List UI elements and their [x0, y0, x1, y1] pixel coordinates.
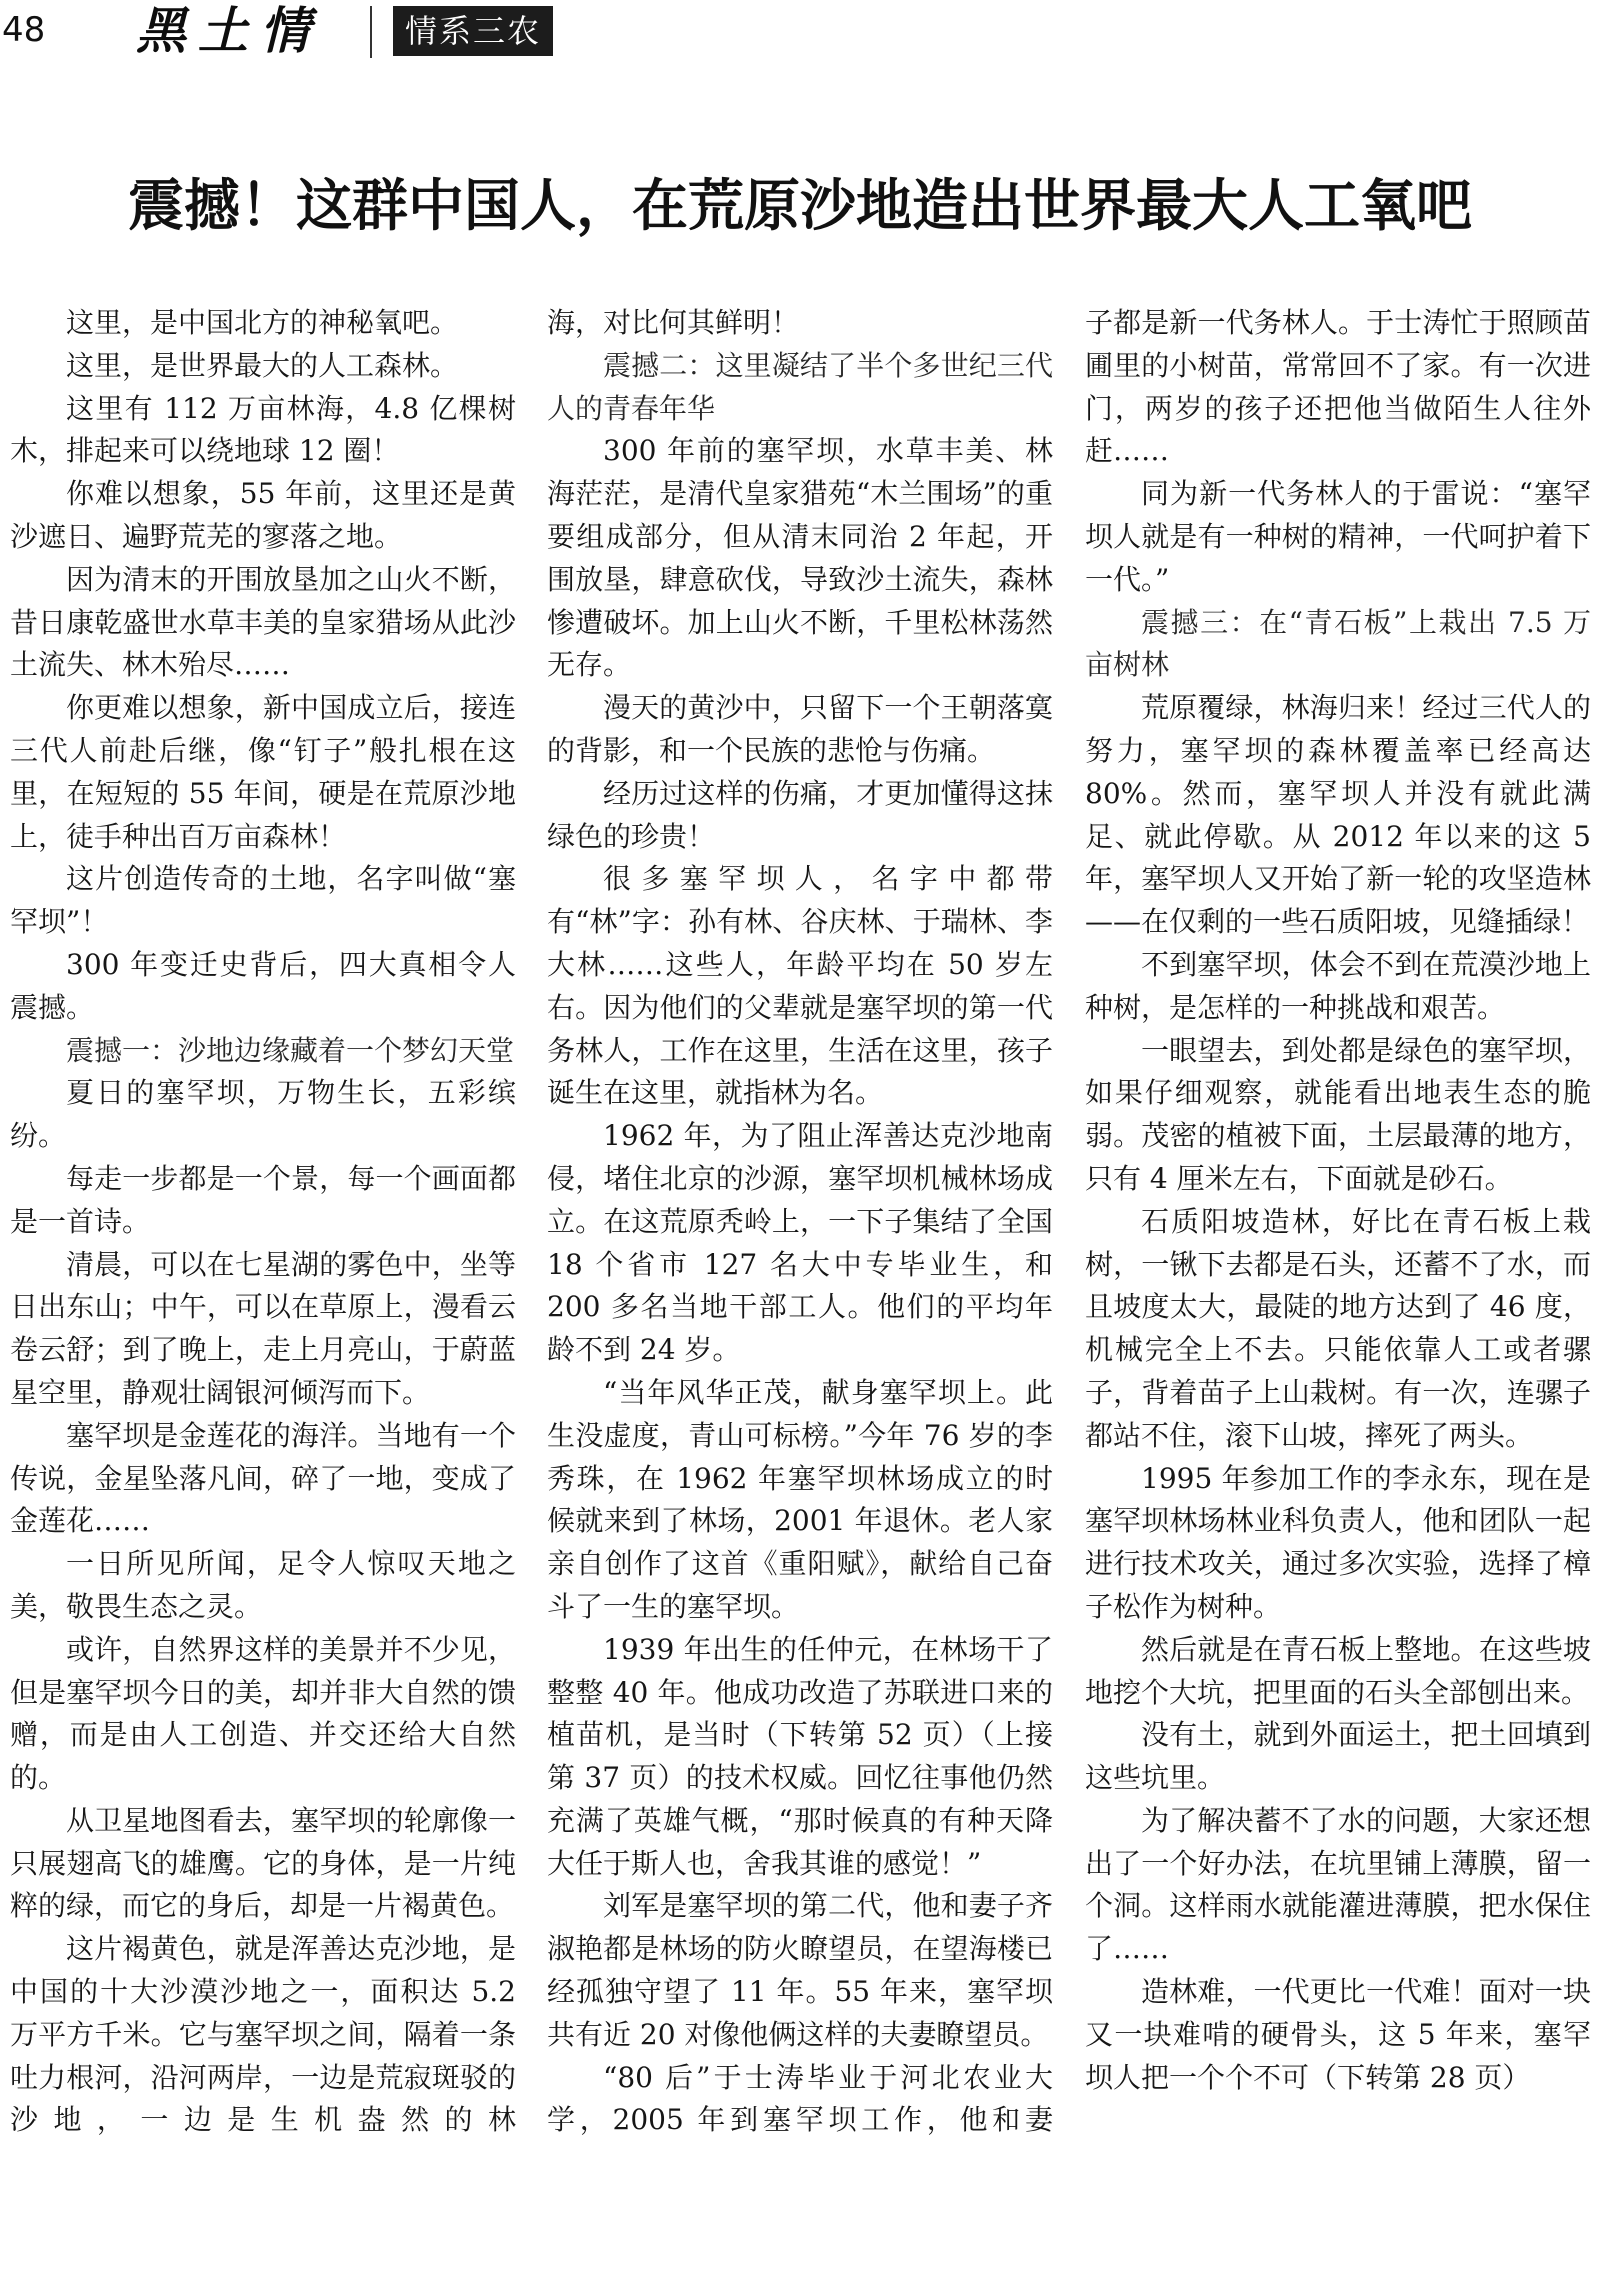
article-paragraph: 经历过这样的伤痛，才更加懂得这抹绿色的珍贵！	[547, 776, 1053, 853]
magazine-logo: 黑土情	[136, 1, 322, 60]
article-paragraph: 1995 年参加工作的李永东，现在是塞罕坝林场林业科负责人，他和团队一起进行技术攻关，通过多次实验，选择了樟子松作为树种。	[1085, 1461, 1591, 1623]
article-paragraph: 没有土，就到外面运土，把土回填到这些坑里。	[1085, 1718, 1591, 1795]
article-column-2	[547, 302, 1053, 2280]
article-paragraph: 你难以想象，55 年前，这里还是黄沙遮日、遍野荒芜的寥落之地。	[10, 477, 516, 553]
article-paragraph: 这里，是世界最大的人工森林。	[66, 348, 459, 382]
article-paragraph: 这里有 112 万亩林海，4.8 亿棵树木，排起来可以绕地球 12 圈！	[10, 391, 516, 468]
article-paragraph: 夏日的塞罕坝，万物生长，五彩缤纷。	[10, 1076, 516, 1153]
article-paragraph: 清晨，可以在七星湖的雾色中，坐等日出东山；中午，可以在草原上，漫看云卷云舒；到了晚上，走上月亮山，于蔚蓝星空里，静观壮阔银河倾泻而下。	[10, 1247, 516, 1409]
article-paragraph: 一日所见所闻，足令人惊叹天地之美，敬畏生态之灵。	[10, 1547, 516, 1623]
article-column-3	[1085, 302, 1591, 2280]
article-paragraph: 荒原覆绿，林海归来！经过三代人的努力，塞罕坝的森林覆盖率已经高达 80%。然而，塞罕坝人并没有就此满足、就此停歇。从 2012 年以来的这 5 年，塞罕坝人又开始了新一轮的攻坚造林——在仅剩的一些石质阳坡，见缝插绿！	[1085, 691, 1591, 939]
article-paragraph: 海，对比何其鲜明！	[547, 306, 800, 339]
article-paragraph: 子都是新一代务林人。于士涛忙于照顾苗圃里的小树苗，常常回不了家。有一次进门，两岁的孩子还把他当做陌生人往外赶……	[1085, 306, 1591, 468]
article-paragraph: 这片创造传奇的土地，名字叫做“塞罕坝”！	[10, 862, 516, 939]
article-paragraph: 不到塞罕坝，体会不到在荒漠沙地上种树，是怎样的一种挑战和艰苦。	[1085, 947, 1591, 1024]
section-label: 情系三农	[393, 6, 553, 56]
article-paragraph: 这片褐黄色，就是浑善达克沙地，是中国的十大沙漠沙地之一，面积达 5.2 万平方千米。它与塞罕坝之间，隔着一条吐力根河，沿河两岸，一边是荒寂斑驳的沙地，一边是生机盎然的林	[10, 1932, 516, 2137]
section-heading: 震撼三：在“青石板”上栽出 7.5 万亩树林	[1085, 605, 1591, 682]
article-paragraph: “80 后”于士涛毕业于河北农业大学，2005 年到塞罕坝工作，他和妻	[547, 2060, 1053, 2137]
article-paragraph: 然后就是在青石板上整地。在这些坡地挖个大坑，把里面的石头全部刨出来。	[1085, 1632, 1591, 1709]
section-heading: 震撼一：沙地边缘藏着一个梦幻天堂	[66, 1033, 515, 1067]
article-paragraph: 从卫星地图看去，塞罕坝的轮廓像一只展翅高飞的雄鹰。它的身体，是一片纯粹的绿，而它的身后，却是一片褐黄色。	[10, 1803, 516, 1923]
article-column-1	[10, 302, 516, 2280]
section-heading: 震撼二：这里凝结了半个多世纪三代人的青春年华	[547, 348, 1053, 425]
article-paragraph: 为了解决蓄不了水的问题，大家还想出了一个好办法，在坑里铺上薄膜，留一个洞。这样雨水就能灌进薄膜，把水保住了……	[1085, 1803, 1591, 1966]
article-paragraph: 你更难以想象，新中国成立后，接连三代人前赴后继，像“钉子”般扎根在这里，在短短的 55 年间，硬是在荒原沙地上，徒手种出百万亩森林！	[10, 691, 516, 853]
article-paragraph: 同为新一代务林人的于雷说：“塞罕坝人就是有一种树的精神，一代呵护着下一代。”	[1085, 477, 1591, 596]
article-paragraph: 300 年前的塞罕坝，水草丰美、林海茫茫，是清代皇家猎苑“木兰围场”的重要组成部分，但从清末同治 2 年起，开围放垦，肆意砍伐，导致沙土流失，森林惨遭破坏。加上山火不断，千里松林荡然无存。	[547, 434, 1053, 682]
article-paragraph: 或许，自然界这样的美景并不少见，但是塞罕坝今日的美，却并非大自然的馈赠，而是由人工创造、并交还给大自然的。	[10, 1632, 516, 1795]
article-paragraph: 石质阳坡造林，好比在青石板上栽树，一锹下去都是石头，还蓄不了水，而且坡度太大，最陡的地方达到了 46 度，机械完全上不去。只能依靠人工或者骡子，背着苗子上山栽树。有一次，连骡子都站不住，滚下山坡，摔死了两头。	[1085, 1204, 1591, 1452]
article-paragraph: 因为清末的开围放垦加之山火不断，昔日康乾盛世水草丰美的皇家猎场从此沙土流失、林木殆尽……	[10, 562, 516, 682]
article-paragraph: 刘军是塞罕坝的第二代，他和妻子齐淑艳都是林场的防火瞭望员，在望海楼已经孤独守望了 11 年。55 年来，塞罕坝共有近 20 对像他俩这样的夫妻瞭望员。	[547, 1889, 1053, 2051]
article-paragraph: 300 年变迁史背后，四大真相令人震撼。	[10, 947, 516, 1024]
page-number: 48	[2, 10, 46, 50]
article-paragraph: 很多塞罕坝人，名字中都带有“林”字：孙有林、谷庆林、于瑞林、李大林……这些人，年龄平均在 50 岁左右。因为他们的父辈就是塞罕坝的第一代务林人，工作在这里，生活在这里，孩子诞生在这里，就指林为名。	[547, 862, 1053, 1110]
article-paragraph: 一眼望去，到处都是绿色的塞罕坝，如果仔细观察，就能看出地表生态的脆弱。茂密的植被下面，土层最薄的地方，只有 4 厘米左右，下面就是砂石。	[1085, 1033, 1591, 1195]
article-title: 震撼！这群中国人，在荒原沙地造出世界最大人工氧吧	[128, 174, 1472, 239]
article-paragraph: 1962 年，为了阻止浑善达克沙地南侵，堵住北京的沙源，塞罕坝机械林场成立。在这荒原秃岭上，一下子集结了全国 18 个省市 127 名大中专毕业生，和 200 多名当地干部工人。他们的平均年龄不到 24 岁。	[547, 1119, 1053, 1367]
article-paragraph: 漫天的黄沙中，只留下一个王朝落寞的背影，和一个民族的悲怆与伤痛。	[547, 691, 1053, 767]
header-divider	[370, 6, 372, 58]
article-paragraph: 每走一步都是一个景，每一个画面都是一首诗。	[10, 1161, 516, 1238]
article-paragraph: “当年风华正茂，献身塞罕坝上。此生没虚度，青山可标榜。”今年 76 岁的李秀珠，在 1962 年塞罕坝林场成立的时候就来到了林场，2001 年退休。老人家亲自创作了这首《重阳赋》，献给自己奋斗了一生的塞罕坝。	[547, 1375, 1053, 1623]
article-paragraph: 1939 年出生的任仲元，在林场干了整整 40 年。他成功改造了苏联进口来的植苗机，是当时（下转第 52 页）（上接第 37 页）的技术权威。回忆往事他仍然充满了英雄气概，“那时候真的有种天降大任于斯人也，舍我其谁的感觉！”	[547, 1632, 1053, 1880]
article-paragraph: 塞罕坝是金莲花的海洋。当地有一个传说，金星坠落凡间，碎了一地，变成了金莲花……	[10, 1418, 516, 1538]
article-paragraph: 造林难，一代更比一代难！面对一块又一块难啃的硬骨头，这 5 年来，塞罕坝人把一个个不可（下转第 28 页）	[1085, 1975, 1591, 2094]
article-paragraph: 这里，是中国北方的神秘氧吧。	[66, 306, 459, 339]
